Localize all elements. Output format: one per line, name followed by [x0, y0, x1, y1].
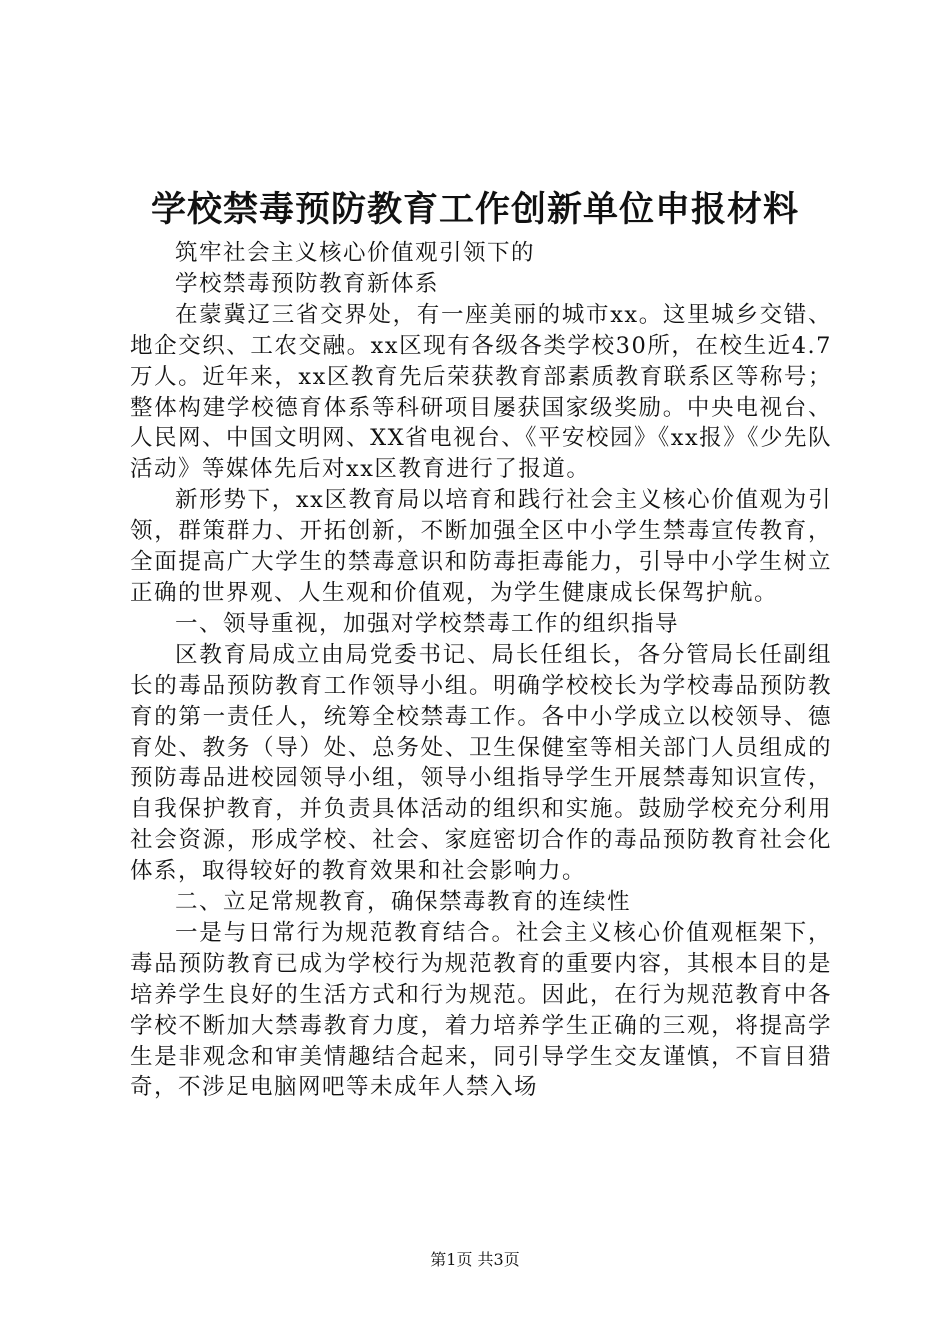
body-paragraph-leadership: 区教育局成立由局党委书记、局长任组长，各分管局长任副组长的毒品预防教育工作领导小组。明确学校校长为学校毒品预防教育的第一责任人，统筹全校禁毒工作。各中小学成立以校领导、德育处、教务（导）处、总务处、卫生保健室等相关部门人员组成的预防毒品进校园领导小组，领导小组指导学生开展禁毒知识宣传，自我保护教育，并负责具体活动的组织和实施。鼓励学校充分利用社会资源，形成学校、社会、家庭密切合作的毒品预防教育社会化体系，取得较好的教育效果和社会影响力。 — [130, 641, 832, 885]
body-paragraph-intro: 在蒙冀辽三省交界处，有一座美丽的城市xx。这里城乡交错、地企交织、工农交融。xx区现有各级各类学校30所，在校生近4.7万人。近年来，xx区教育先后荣获教育部素质教育联系区等称号；整体构建学校德育体系等科研项目屡获国家级奖励。中央电视台、人民网、中国文明网、XX省电视台、《平安校园》《xx报》《少先队活动》等媒体先后对xx区教育进行了报道。 — [130, 301, 832, 483]
document-title: 学校禁毒预防教育工作创新单位申报材料 — [150, 189, 799, 230]
page-footer: 第1页 共3页 — [430, 1250, 520, 1269]
body-paragraph-situation: 新形势下，xx区教育局以培育和践行社会主义核心价值观为引领，群策群力、开拓创新，不断加强全区中小学生禁毒宣传教育，全面提高广大学生的禁毒意识和防毒拒毒能力，引导中小学生树立正确的世界观、人生观和价值观，为学生健康成长保驾护航。 — [130, 487, 832, 606]
document-body — [130, 238, 832, 1103]
body-paragraph-routine: 一是与日常行为规范教育结合。社会主义核心价值观框架下，毒品预防教育已成为学校行为规范教育的重要内容，其根本目的是培养学生良好的生活方式和行为规范。因此，在行为规范教育中各学校不断加大禁毒教育力度，着力培养学生正确的三观，将提高学生是非观念和审美情趣结合起来，同引导学生交友谨慎，不盲目猎奇，不涉足电脑网吧等未成年人禁入场 — [130, 919, 832, 1101]
subtitle-line-2: 学校禁毒预防教育新体系 — [175, 270, 440, 297]
section-heading-1: 一、领导重视，加强对学校禁毒工作的组织指导 — [175, 610, 680, 637]
subtitle-line-1: 筑牢社会主义核心价值观引领下的 — [175, 240, 536, 266]
section-heading-2: 二、立足常规教育，确保禁毒教育的连续性 — [175, 889, 632, 916]
